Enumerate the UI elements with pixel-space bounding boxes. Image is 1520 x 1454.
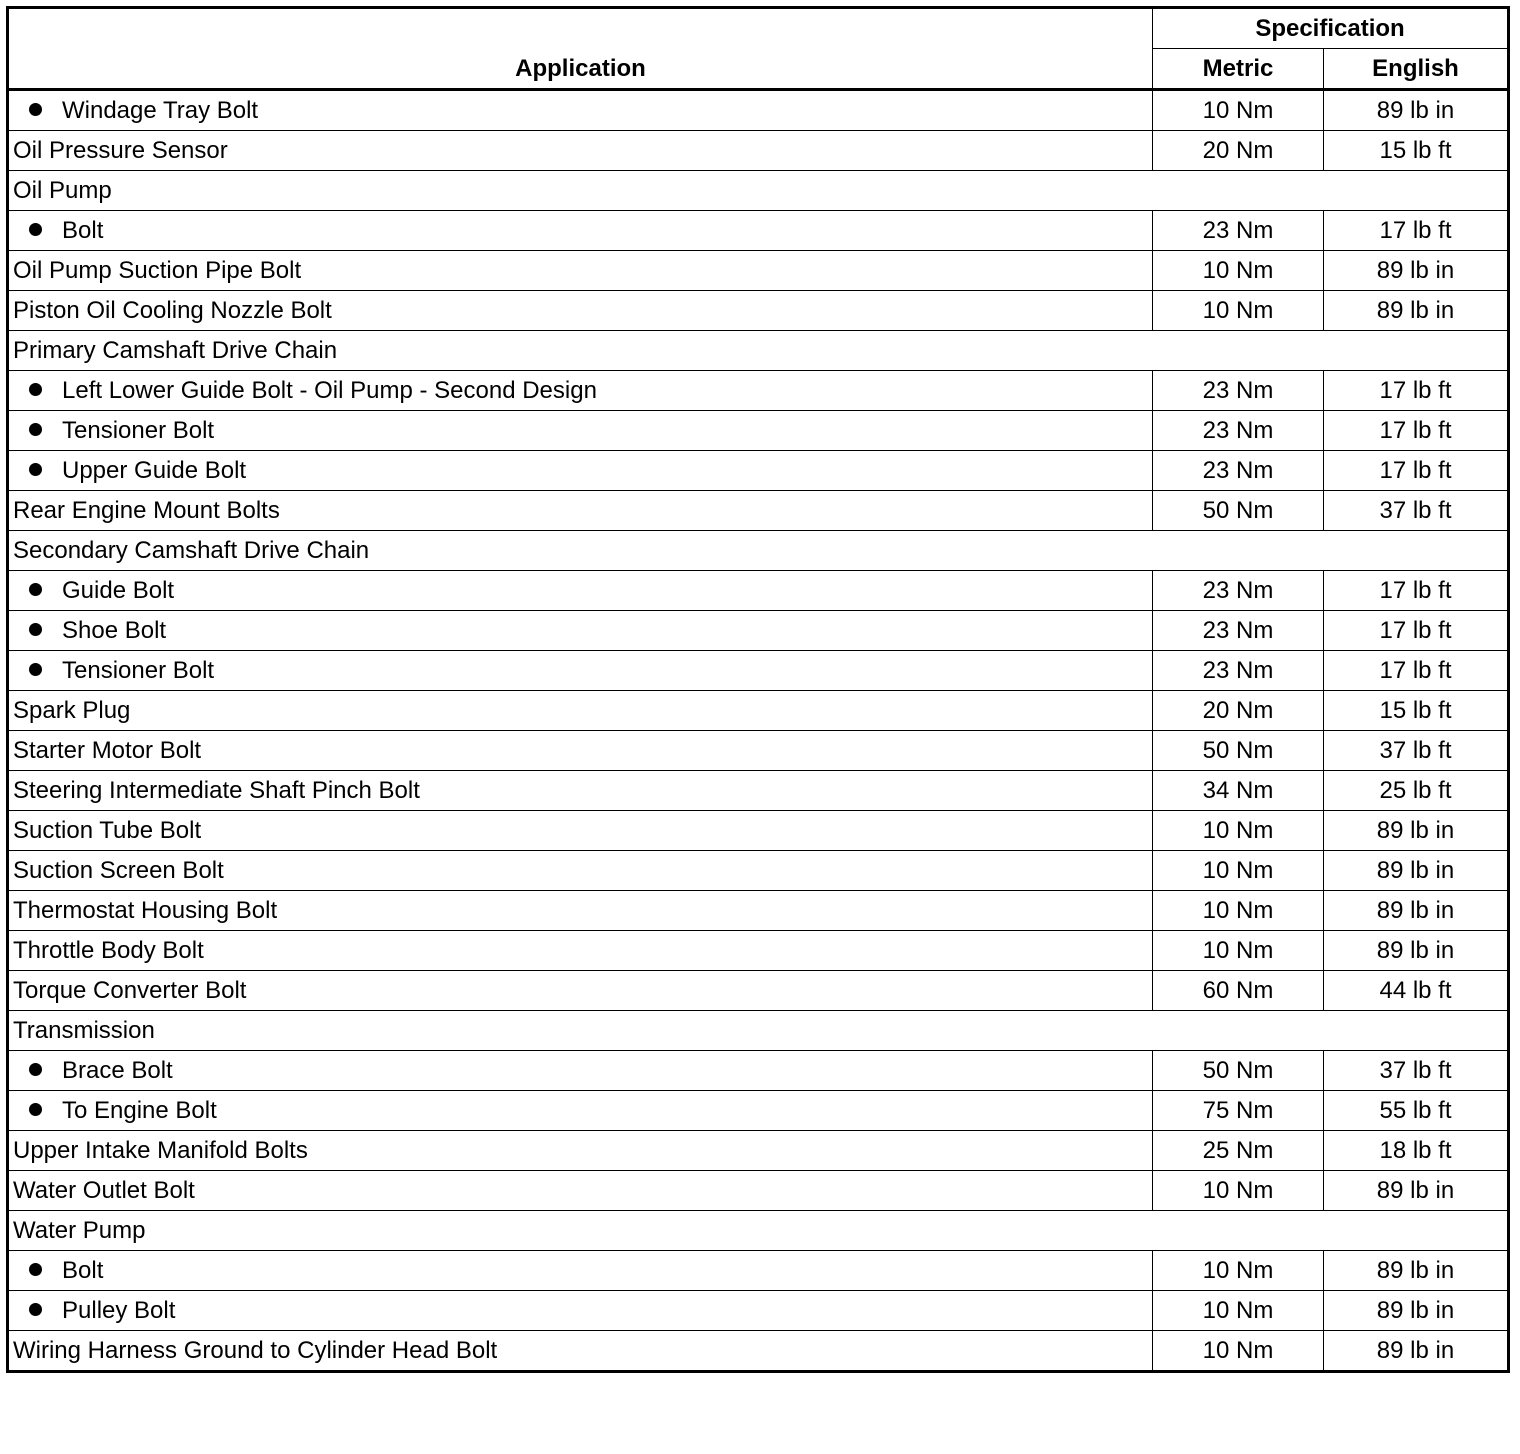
english-value: 37 lb ft: [1324, 731, 1509, 771]
table-row: [8, 291, 1509, 331]
bullet-icon: [29, 663, 42, 676]
application-cell: [8, 1091, 1153, 1131]
table-row: [8, 1051, 1509, 1091]
table-row: [8, 1091, 1509, 1131]
application-cell: [8, 1171, 1153, 1211]
metric-value: 20 Nm: [1153, 131, 1324, 171]
english-value: 37 lb ft: [1324, 491, 1509, 531]
application-label: Throttle Body Bolt: [13, 937, 204, 964]
metric-value: 10 Nm: [1153, 811, 1324, 851]
application-cell: [8, 1251, 1153, 1291]
application-label: Left Lower Guide Bolt - Oil Pump - Second Design: [62, 377, 597, 404]
bullet-icon: [29, 103, 42, 116]
application-label: Wiring Harness Ground to Cylinder Head Bolt: [13, 1337, 498, 1364]
metric-value: 50 Nm: [1153, 491, 1324, 531]
english-value: 44 lb ft: [1324, 971, 1509, 1011]
table-row: [8, 1251, 1509, 1291]
metric-value: 20 Nm: [1153, 691, 1324, 731]
metric-value: 10 Nm: [1153, 891, 1324, 931]
english-value: 15 lb ft: [1324, 691, 1509, 731]
application-label: Shoe Bolt: [62, 617, 167, 644]
bullet-icon: [29, 463, 42, 476]
table-row: [8, 1131, 1509, 1171]
application-cell: [8, 691, 1153, 731]
application-cell: [8, 651, 1153, 691]
application-cell: [8, 891, 1153, 931]
table-row: [8, 491, 1509, 531]
application-cell: [8, 251, 1153, 291]
metric-value: 10 Nm: [1153, 291, 1324, 331]
table-row: [8, 611, 1509, 651]
metric-value: 23 Nm: [1153, 211, 1324, 251]
metric-value: 34 Nm: [1153, 771, 1324, 811]
metric-value: 75 Nm: [1153, 1091, 1324, 1131]
metric-value: 50 Nm: [1153, 731, 1324, 771]
application-label: Steering Intermediate Shaft Pinch Bolt: [13, 777, 420, 804]
application-cell: [8, 411, 1153, 451]
application-cell: [8, 851, 1153, 891]
bullet-icon: [29, 1063, 42, 1076]
english-value: 17 lb ft: [1324, 651, 1509, 691]
application-label: Brace Bolt: [62, 1057, 173, 1084]
english-value: 89 lb in: [1324, 811, 1509, 851]
table-row: [8, 131, 1509, 171]
application-label: Oil Pressure Sensor: [13, 137, 228, 164]
application-cell: [8, 291, 1153, 331]
application-cell: [8, 971, 1153, 1011]
bullet-icon: [29, 423, 42, 436]
application-label: Bolt: [62, 1257, 104, 1284]
application-label: Windage Tray Bolt: [62, 97, 259, 124]
english-value: 17 lb ft: [1324, 411, 1509, 451]
metric-value: 23 Nm: [1153, 371, 1324, 411]
metric-value: 23 Nm: [1153, 571, 1324, 611]
english-header: English: [1324, 49, 1509, 90]
english-value: 89 lb in: [1324, 1251, 1509, 1291]
table-row: [8, 371, 1509, 411]
table-row: [8, 451, 1509, 491]
table-row: [8, 251, 1509, 291]
torque-spec-table: [6, 6, 1510, 1373]
metric-value: 50 Nm: [1153, 1051, 1324, 1091]
application-header: Application: [8, 8, 1153, 90]
metric-value: 23 Nm: [1153, 611, 1324, 651]
english-value: 17 lb ft: [1324, 371, 1509, 411]
specification-header: Specification: [1153, 8, 1509, 49]
english-value: 89 lb in: [1324, 251, 1509, 291]
english-value: 17 lb ft: [1324, 571, 1509, 611]
table-row: [8, 1171, 1509, 1211]
bullet-icon: [29, 583, 42, 596]
table-row: [8, 731, 1509, 771]
english-value: 89 lb in: [1324, 1171, 1509, 1211]
group-row: [8, 1011, 1509, 1051]
metric-value: 10 Nm: [1153, 90, 1324, 131]
bullet-icon: [29, 623, 42, 636]
english-value: 17 lb ft: [1324, 611, 1509, 651]
english-value: 25 lb ft: [1324, 771, 1509, 811]
application-cell: [8, 771, 1153, 811]
group-label: Secondary Camshaft Drive Chain: [8, 531, 1509, 571]
group-row: [8, 171, 1509, 211]
application-label: Torque Converter Bolt: [13, 977, 247, 1004]
application-label: To Engine Bolt: [62, 1097, 217, 1124]
application-label: Oil Pump Suction Pipe Bolt: [13, 257, 302, 284]
bullet-icon: [29, 223, 42, 236]
table-row: [8, 211, 1509, 251]
table-row: [8, 891, 1509, 931]
application-label: Tensioner Bolt: [62, 417, 215, 444]
english-value: 37 lb ft: [1324, 1051, 1509, 1091]
table-row: [8, 971, 1509, 1011]
english-value: 55 lb ft: [1324, 1091, 1509, 1131]
application-label: Tensioner Bolt: [62, 657, 215, 684]
application-label: Guide Bolt: [62, 577, 175, 604]
application-cell: [8, 1291, 1153, 1331]
english-value: 89 lb in: [1324, 291, 1509, 331]
application-cell: [8, 731, 1153, 771]
application-cell: [8, 451, 1153, 491]
english-value: 89 lb in: [1324, 931, 1509, 971]
application-label: Thermostat Housing Bolt: [13, 897, 278, 924]
metric-value: 60 Nm: [1153, 971, 1324, 1011]
metric-header: Metric: [1153, 49, 1324, 90]
english-value: 89 lb in: [1324, 891, 1509, 931]
group-label: Primary Camshaft Drive Chain: [8, 331, 1509, 371]
group-row: [8, 1211, 1509, 1251]
table-row: [8, 1331, 1509, 1372]
english-value: 15 lb ft: [1324, 131, 1509, 171]
metric-value: 23 Nm: [1153, 411, 1324, 451]
application-cell: [8, 90, 1153, 131]
table-header: [8, 8, 1509, 90]
group-row: [8, 331, 1509, 371]
table-row: [8, 571, 1509, 611]
application-label: Piston Oil Cooling Nozzle Bolt: [13, 297, 332, 324]
application-label: Suction Tube Bolt: [13, 817, 202, 844]
metric-value: 10 Nm: [1153, 1251, 1324, 1291]
table-row: [8, 851, 1509, 891]
application-label: Starter Motor Bolt: [13, 737, 202, 764]
application-cell: [8, 371, 1153, 411]
application-label: Upper Guide Bolt: [62, 457, 247, 484]
application-label: Spark Plug: [13, 697, 131, 724]
table-row: [8, 811, 1509, 851]
group-row: [8, 531, 1509, 571]
bullet-icon: [29, 1103, 42, 1116]
bullet-icon: [29, 1303, 42, 1316]
application-cell: [8, 131, 1153, 171]
application-cell: [8, 811, 1153, 851]
application-cell: [8, 611, 1153, 651]
metric-value: 10 Nm: [1153, 1291, 1324, 1331]
table-body: [8, 90, 1509, 1372]
bullet-icon: [29, 1263, 42, 1276]
application-cell: [8, 571, 1153, 611]
application-cell: [8, 491, 1153, 531]
table-row: [8, 771, 1509, 811]
english-value: 17 lb ft: [1324, 211, 1509, 251]
application-label: Suction Screen Bolt: [13, 857, 224, 884]
application-cell: [8, 1131, 1153, 1171]
application-label: Rear Engine Mount Bolts: [13, 497, 280, 524]
metric-value: 10 Nm: [1153, 931, 1324, 971]
metric-value: 10 Nm: [1153, 1171, 1324, 1211]
english-value: 18 lb ft: [1324, 1131, 1509, 1171]
application-label: Pulley Bolt: [62, 1297, 176, 1324]
english-value: 17 lb ft: [1324, 451, 1509, 491]
application-cell: [8, 931, 1153, 971]
table-row: [8, 1291, 1509, 1331]
metric-value: 25 Nm: [1153, 1131, 1324, 1171]
english-value: 89 lb in: [1324, 851, 1509, 891]
group-label: Transmission: [8, 1011, 1509, 1051]
english-value: 89 lb in: [1324, 90, 1509, 131]
application-label: Bolt: [62, 217, 104, 244]
application-cell: [8, 1051, 1153, 1091]
english-value: 89 lb in: [1324, 1291, 1509, 1331]
table-row: [8, 651, 1509, 691]
english-value: 89 lb in: [1324, 1331, 1509, 1372]
metric-value: 10 Nm: [1153, 1331, 1324, 1372]
table-row: [8, 931, 1509, 971]
table-row: [8, 411, 1509, 451]
table-row: [8, 691, 1509, 731]
application-cell: [8, 211, 1153, 251]
application-cell: [8, 1331, 1153, 1372]
metric-value: 10 Nm: [1153, 851, 1324, 891]
group-label: Oil Pump: [8, 171, 1509, 211]
metric-value: 23 Nm: [1153, 651, 1324, 691]
application-label: Water Outlet Bolt: [13, 1177, 195, 1204]
metric-value: 10 Nm: [1153, 251, 1324, 291]
table-row: [8, 90, 1509, 131]
metric-value: 23 Nm: [1153, 451, 1324, 491]
application-label: Upper Intake Manifold Bolts: [13, 1137, 308, 1164]
bullet-icon: [29, 383, 42, 396]
group-label: Water Pump: [8, 1211, 1509, 1251]
